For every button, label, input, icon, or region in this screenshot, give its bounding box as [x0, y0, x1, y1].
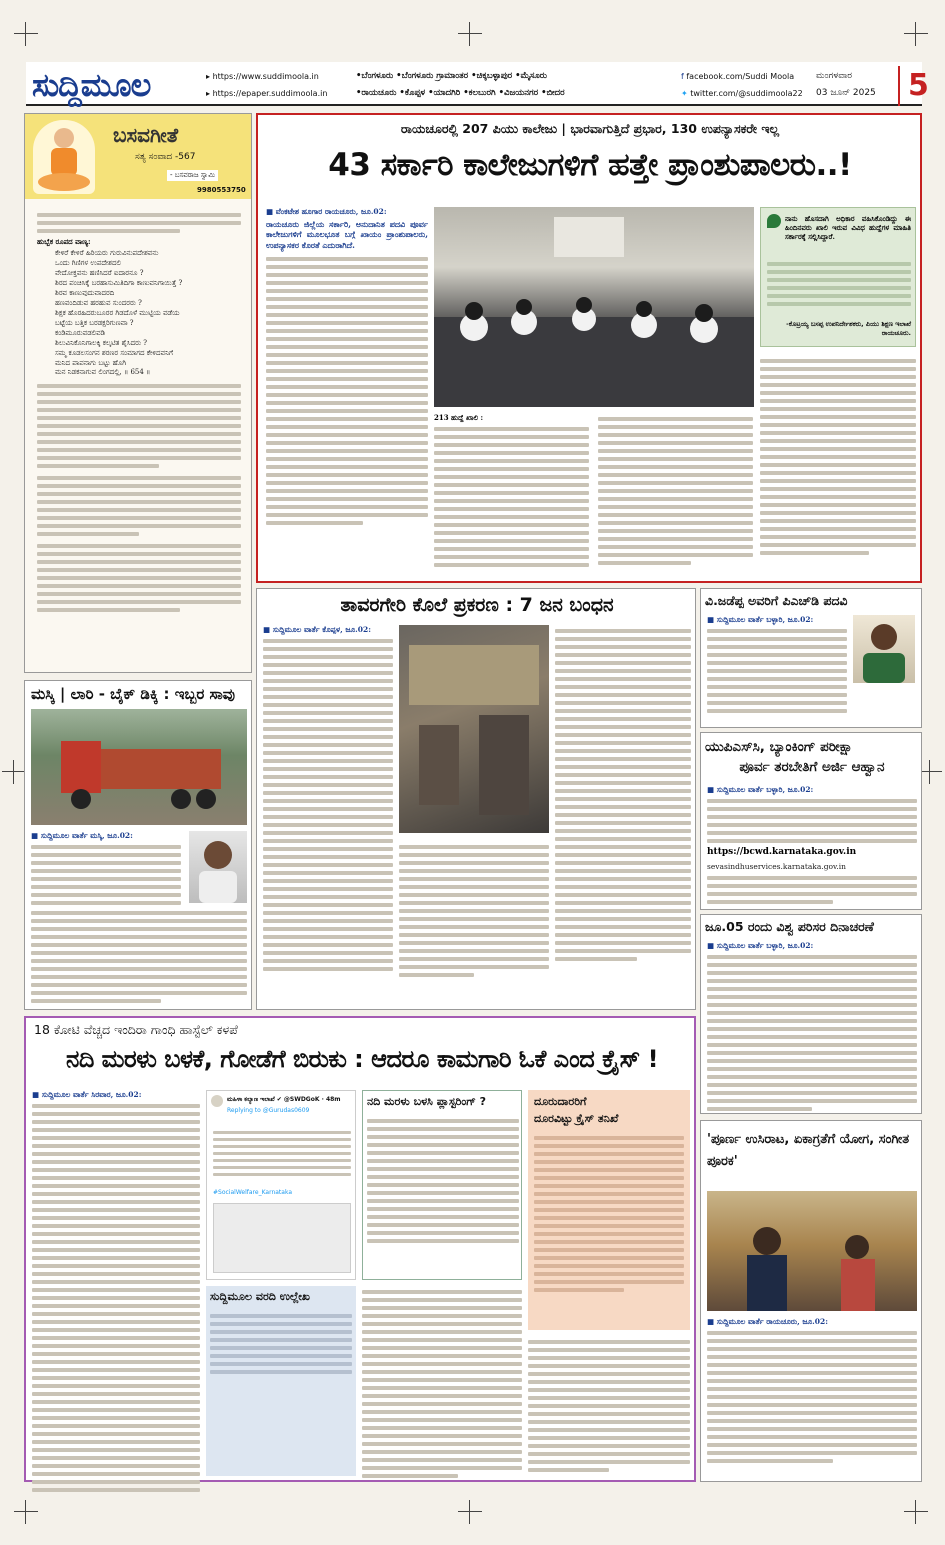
poem-line: ಕೇಳಿರೆ ಕೇಳಿರೆ ಹಿರಿಯರು ಗುರುವಿನುಪದೇಶವನು [55, 249, 159, 258]
yoga-headline: 'ಪೂರ್ಣ ಉಸಿರಾಟ, ಏಕಾಗ್ರತೆಗೆ ಯೋಗ, ಸಂಗೀತ ಪೂರಕ' [707, 1132, 910, 1170]
cctv-still-photo [399, 625, 549, 833]
tweet-screenshot [206, 1090, 356, 1280]
upsc-headline-line: ಪೂರ್ವ ತರಬೇತಿಗೆ ಅರ್ಜಿ ಆಹ್ವಾನ [739, 759, 885, 776]
upsc-story [700, 732, 922, 910]
date-label: 03 ಜೂನ್ 2025 [816, 88, 876, 98]
website-url[interactable]: https://www.suddimoola.in [212, 72, 319, 81]
tweet-hashtag[interactable]: #SocialWelfare_Karnataka [213, 1189, 292, 1196]
side-box-title: ಸುದ್ದಿಮೂಲ ವರದಿ ಉಲ್ಲೇಖ [210, 1290, 310, 1303]
poem-line: ಬಟ್ಟೆಯ ಬತ್ತಿಕ ಬರಡಕ್ಷರಿಗುಣವಾ ? [55, 318, 134, 327]
murder-column-3 [555, 625, 691, 965]
registration-mark [14, 1500, 38, 1524]
plastering-box [362, 1090, 522, 1280]
poem-line: ಕಂಡಿಮೂರುವಡಲಿವಡಿ [55, 328, 106, 337]
lead-kicker: ರಾಯಚೂರಲ್ಲಿ 207 ಪಿಯು ಕಾಲೇಜು | ಭಾರವಾಗುತ್ತಿದೆ ಪ್ರಭಾರ, 130 ಉಪನ್ಯಾಸಕರೇ ಇಲ್ಲ [400, 121, 780, 136]
poem-line: ವೇದೋಕ್ತವನು ಹಣಿಸಿದರೆ ಐದಾರನೂ ? [55, 269, 144, 278]
registration-mark [458, 22, 482, 46]
twitter-link[interactable]: twitter.com/@suddimoola22 [690, 89, 803, 98]
murder-column-1 [263, 625, 393, 975]
crash-byline: ■ ಸುದ್ದಿಮೂಲ ವಾರ್ತೆ ಮಸ್ಕಿ, ಜೂ.02: [31, 831, 133, 840]
registration-mark [14, 22, 38, 46]
tweet-attachment [213, 1203, 351, 1273]
murder-story [256, 588, 696, 1010]
upsc-headline-line: ಯುಪಿಎಸ್‌ಸಿ, ಬ್ಯಾಂಕಿಂಗ್ ಪರೀಕ್ಷಾ [705, 739, 853, 755]
lorry-photo [31, 709, 247, 825]
poem-lines [55, 249, 241, 378]
phd-story [700, 588, 922, 728]
tweet-handle: ಮಹಿಳಾ ಕಲ್ಯಾಣ ಇಲಾಖೆ ✔ @SWDGoK · 48m [227, 1096, 341, 1103]
phd-byline: ■ ಸುದ್ದಿಮೂಲ ವಾರ್ತೆ ಬಳ್ಳಾರಿ, ಜೂ.02: [707, 615, 814, 624]
environment-day-story [700, 914, 922, 1114]
facebook-link[interactable]: facebook.com/Suddi Moola [686, 72, 795, 81]
upsc-headline [705, 737, 919, 778]
social-links [681, 68, 803, 102]
yoga-story [700, 1120, 922, 1482]
crash-story [24, 680, 252, 1010]
poem-line: ಒಂದು ಗಿಣಿಗಳ ಉಪದೇಶದಲಿ [55, 259, 121, 268]
photo-caption: 213 ಹುದ್ದೆ ಖಾಲಿ : [434, 413, 484, 422]
column-title: ಬಸವಗೀತೆ [113, 123, 179, 147]
day-label: ಮಂಗಳವಾರ [816, 71, 853, 81]
globe-icon: ▸ [206, 89, 213, 98]
murder-byline: ■ ಸುದ್ದಿಮೂಲ ವಾರ್ತೆ ಕೊಪ್ಪಳ, ಜೂ.02: [263, 625, 371, 634]
crash-body-2 [31, 907, 247, 1007]
lead-story [256, 113, 922, 583]
basava-column [24, 113, 252, 673]
hostel-column-3 [362, 1286, 522, 1482]
side-box-title-line: ದೂರುದಾರರಿಗೆ [534, 1095, 587, 1108]
quote-icon [767, 214, 781, 228]
column-body [37, 209, 241, 616]
avatar [211, 1095, 223, 1107]
lead-column-3 [598, 413, 753, 569]
complaint-box [528, 1090, 690, 1330]
poem-line: ಹಣವಂದಿಡುವ ಹರಹುವ ಸುಂದರರು ? [55, 298, 142, 307]
quote-box [760, 207, 916, 347]
env-headline: ಜೂ.05 ರಂದು ವಿಶ್ವ ಪರಿಸರ ದಿನಾಚರಣೆ [705, 919, 874, 934]
report-reference-box [206, 1286, 356, 1476]
poem-line: ಶಿರವ ಕಾಣುವುದುವಾದರದಿ [55, 288, 115, 297]
city-row: •ರಾಯಚೂರು •ಕೊಪ್ಪಳ •ಯಾದಗಿರಿ •ಕಲಬುರಗಿ •ವಿಜಯನಗರ •ಬೀದರ [356, 88, 565, 98]
lead-intro: ರಾಯಚೂರು ಜಿಲ್ಲೆಯ ಸರ್ಕಾರಿ, ಅನುದಾನಿತ ಪದವಿ ಪೂರ್ವ ಕಾಲೇಜುಗಳಿಗೆ ಮೂಲಭೂತ ಬಗ್ಗೆ ಖಾಯಂ ಪ್ರಾಂಶುಪಾಲರು, ಉಪನ್ಯಾಸಕರ ಕೊರತೆ ಎದುರಾಗಿದೆ. [266, 218, 428, 250]
victim-photo [189, 831, 247, 903]
poem-line: ಮನ ನಿಡಕನಾಗುವ ಲಿಂಗದಲ್ಲಿ, ॥ 654 ॥ [55, 368, 151, 377]
phd-headline: ವಿ.ಜಡೆಪ್ಪ ಅವರಿಗೆ ಪಿಎಚ್‌ಡಿ ಪದವಿ [705, 593, 848, 608]
twitter-icon: ✦ [681, 89, 691, 98]
yoga-event-photo [707, 1191, 917, 1311]
registration-mark [458, 1500, 482, 1524]
facebook-icon: f [681, 72, 687, 81]
column-author: - ಬಸವರಾಜ ಸ್ವಾಮಿ [167, 170, 218, 181]
tweet-reply: Replying to @Gurudas0609 [227, 1107, 310, 1114]
hostel-headline: ನದಿ ಮರಳು ಬಳಕೆ, ಗೋಡೆಗೆ ಬಿರುಕು : ಆದರೂ ಕಾಮಗಾರಿ ಓಕೆ ಎಂದ ಕ್ರೈಸ್ ! [65, 1045, 659, 1073]
epaper-url[interactable]: https://epaper.suddimoola.in [212, 89, 328, 98]
upsc-url[interactable]: sevasindhuservices.karnataka.gov.in [707, 861, 846, 871]
upsc-url[interactable]: https://bcwd.karnataka.gov.in [707, 846, 857, 857]
poem-line: ಶಿರದ ಪಂಚಿಸಿಕ್ಕೆ ಬರಹಾಸುಮಿತಿದಿಗಾ ಕಾಣುವನಿಗಾಯಿತ್ತೆ ? [55, 279, 183, 288]
hostel-byline: ■ ಸುದ್ದಿಮೂಲ ವಾರ್ತೆ ಸಿರವಾರ, ಜೂ.02: [32, 1090, 142, 1099]
poem-line: ಶಿಲುವಿನಿಕೊನಿಗಾಲಕ್ಕಿ ಕಲ್ಕಟಿತ ಶೈಸಿದರು ? [55, 338, 148, 347]
murder-headline: ತಾವರಗೇರಿ ಕೊಲೆ ಪ್ರಕರಣ : 7 ಜನ ಬಂಧನ [340, 594, 614, 616]
section-heading: ಹುಬ್ಬೆಕ ರೂಪದ ವಾಣ್ಯ: [37, 237, 91, 246]
city-editions [356, 68, 686, 102]
lead-column-2 [434, 413, 589, 571]
crash-body [31, 831, 181, 909]
hostel-column-4 [528, 1336, 690, 1476]
lead-byline: ■ ವೆಂಕಟೇಶ ಹೂಗಾರ ರಾಯಚೂರು, ಜೂ.02: [266, 207, 387, 216]
poem-line: ಸಮ್ಮ ಕೂಡಲಸಂಗನ ಶರಣರ ಸಂಮಾಗದ ಕೇಳಿದವನಿಗೆ [55, 348, 174, 357]
registration-mark [2, 760, 26, 784]
murder-column-2 [399, 841, 549, 981]
scholar-photo [853, 615, 915, 683]
newspaper-logo: ಸುದ್ದಿಮೂಲ [32, 66, 151, 104]
page-number: 5 [898, 66, 929, 106]
hostel-column-1 [32, 1090, 200, 1496]
date-block [816, 68, 876, 102]
poem-line: ಶಿಕ್ಷಕ ಹೊರಹಿದರುಬೂರರ ಗಿಡದೊಳೆ ಮುಟ್ಟಿಯ ವಡೆಯ [55, 308, 180, 317]
registration-mark [904, 22, 928, 46]
masthead [26, 62, 929, 106]
side-box-title: ನದಿ ಮರಳು ಬಳಸಿ ಪ್ಲಾಸ್ಟರಿಂಗ್ ? [367, 1095, 487, 1108]
env-byline: ■ ಸುದ್ದಿಮೂಲ ವಾರ್ತೆ ಬಳ್ಳಾರಿ, ಜೂ.02: [707, 941, 814, 950]
lead-column-1 [266, 207, 428, 529]
lead-headline: 43 ಸರ್ಕಾರಿ ಕಾಲೇಜುಗಳಿಗೆ ಹತ್ತೇ ಪ್ರಾಂಶುಪಾಲರು..! [328, 147, 852, 183]
author-phone: 9980553750 [197, 186, 246, 194]
city-row: •ಬೆಂಗಳೂರು •ಬೆಂಗಳೂರು ಗ್ರಾಮಾಂತರ •ಚಿಕ್ಕಬಳ್ಳಾಪುರ •ಮೈಸೂರು [356, 71, 547, 81]
upsc-byline: ■ ಸುದ್ದಿಮೂಲ ವಾರ್ತೆ ಬಳ್ಳಾರಿ, ಜೂ.02: [707, 785, 814, 794]
column-subtitle: ಸತ್ಯ ಸಂವಾದ -567 [135, 152, 196, 162]
env-body [707, 941, 917, 1115]
hostel-story [24, 1016, 696, 1482]
upsc-body [707, 785, 917, 908]
poem-line: ಮನಿದ ಪಾಪನಾಗು ಬಟ್ಟು ಹೊಗಿ [55, 358, 127, 367]
hostel-kicker: 18 ಕೋಟಿ ವೆಚ್ಚದ ಇಂದಿರಾ ಗಾಂಧಿ ಹಾಸ್ಟೆಲ್ ಕಳಪೆ [34, 1022, 238, 1037]
classroom-photo [434, 207, 754, 407]
registration-mark [904, 1500, 928, 1524]
quote-text: ನಾನು ಹೊಸದಾಗಿ ಅಧಿಕಾರ ವಹಿಸಿಕೊಂಡಿದ್ದು ಈ ಹಿಂದಿನವರು ಖಾಲಿ ಇರುವ ವಿವಿಧ ಹುದ್ದೆಗಳ ಮಾಹಿತಿ ಸರ್ಕಾರಕ್ಕೆ ಸಲ್ಲಿಸಿದ್ದಾರೆ. [785, 214, 911, 242]
yoga-body [707, 1317, 917, 1467]
lead-column-4 [760, 355, 916, 559]
side-box-title-line: ದೂರವಿಟ್ಟು ಕ್ರೈಸ್ ತನಿಖೆ [534, 1111, 619, 1125]
website-links [206, 68, 327, 102]
phd-body [707, 615, 847, 717]
side-box-title [534, 1094, 684, 1127]
saint-illustration [33, 120, 95, 194]
quote-author: -ಕೊಟ್ರಯ್ಯ ಬಸಪ್ಪ ಉಪನಿರ್ದೇಶಕರು, ಪಿಯು ಶಿಕ್ಷಣ ಇಲಾಖೆ ರಾಯಚೂರು. [786, 320, 911, 337]
crash-headline: ಮಸ್ಕಿ | ಲಾರಿ - ಬೈಕ್ ಡಿಕ್ಕಿ : ಇಬ್ಬರ ಸಾವು [31, 685, 235, 703]
globe-icon: ▸ [206, 72, 213, 81]
yoga-byline: ■ ಸುದ್ದಿಮೂಲ ವಾರ್ತೆ ರಾಯಚೂರು, ಜೂ.02: [707, 1317, 828, 1326]
